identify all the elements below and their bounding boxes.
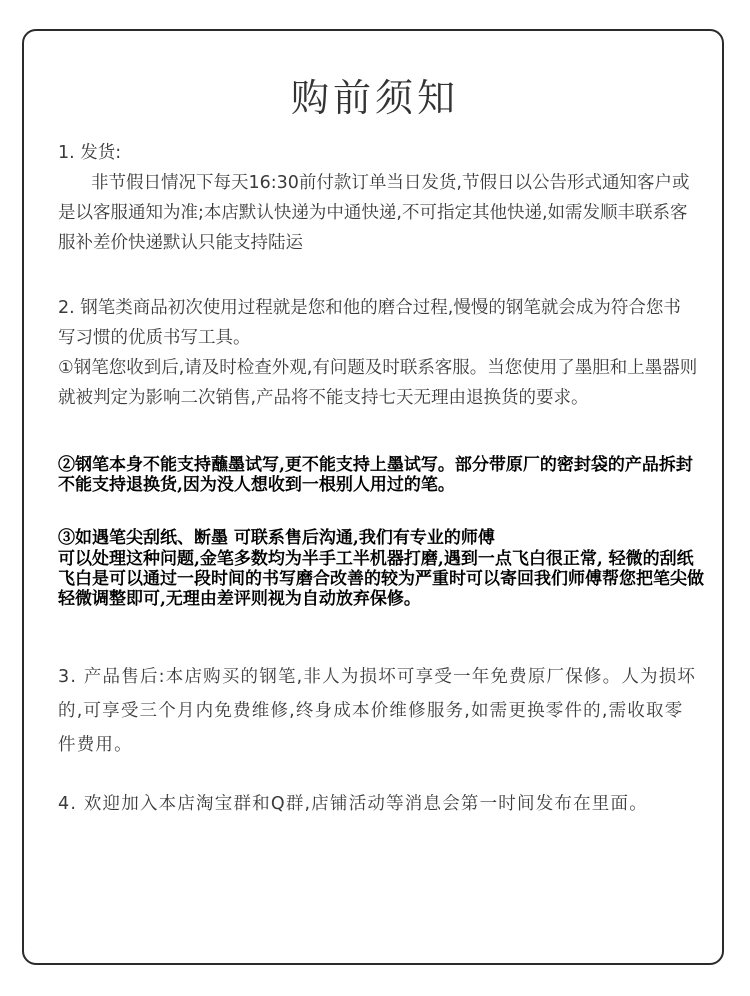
section-2-item-3-line-1: ③如遇笔尖刮纸、断墨 可联系售后沟通,我们有专业的师傅 [58,528,495,548]
section-2-item-1: ①钢笔您收到后,请及时检查外观,有问题及时联系客服。当您使用了墨胆和上墨器则就被判定为影响二次销售,产品将不能支持七天无理由退换货的要求。 [58,358,698,408]
section-4-body: 4. 欢迎加入本店淘宝群和Q群,店铺活动等消息会第一时间发布在里面。 [58,794,648,814]
section-3-body: 3. 产品售后:本店购买的钢笔,非人为损坏可享受一年免费原厂保修。人为损坏的,可享受三个月内免费维修,终身成本价维修服务,如需更换零件的,需收取零件费用。 [58,667,697,755]
page-title: 购前须知 [290,76,459,120]
section-2-item-3-rest: 可以处理这种问题,金笔多数均为半手工半机器打磨,遇到一点飞白很正常, 轻微的刮纸飞白是可以通过一段时间的书写磨合改善的较为严重时可以寄回我们师傅帮您把笔尖做轻微调整即可,无理由差评则视为自动放弃保修。 [58,549,704,609]
section-1-body: 非节假日情况下每天16:30前付款订单当日发货,节假日以公告形式通知客户或是以客服通知为准;本店默认快递为中通快递,不可指定其他快递,如需发顺丰联系客服补差价快递默认只能支持陆运 [58,173,690,253]
section-2-intro: 2. 钢笔类商品初次使用过程就是您和他的磨合过程,慢慢的钢笔就会成为符合您书写习惯的优质书写工具。 [58,298,681,348]
section-2-item-2: ②钢笔本身不能支持蘸墨试写,更不能支持上墨试写。部分带原厂的密封袋的产品拆封不能支持退换货,因为没人想收到一根别人用过的笔。 [58,455,693,495]
section-1-heading: 1. 发货: [58,143,122,163]
